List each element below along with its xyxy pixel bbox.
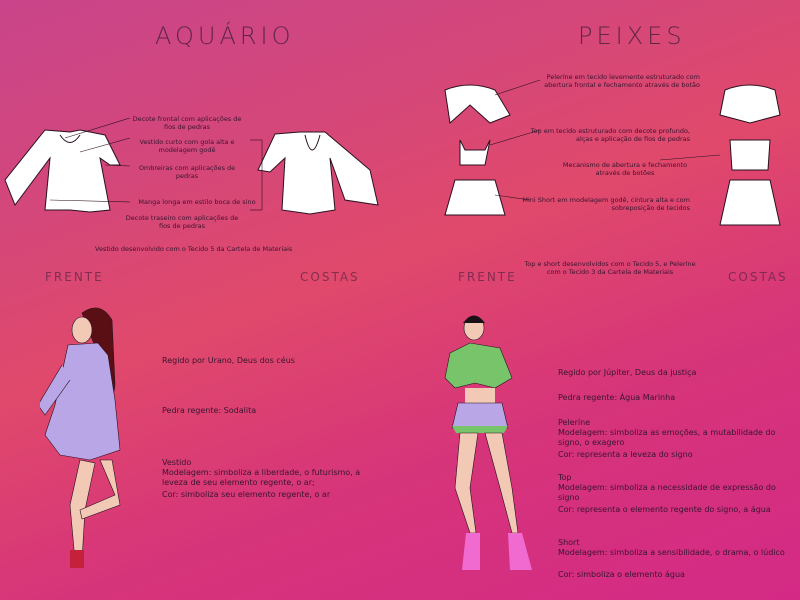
peixes-ruler: Regido por Júpiter, Deus da justiça [558, 368, 697, 377]
aquario-back-label: COSTAS [300, 270, 360, 284]
annotation-ombreiras: Ombreiras com aplicações de pedras [138, 164, 236, 180]
annotation-decote-frontal: Decote frontal com aplicações de fios de pedras [132, 115, 242, 131]
aquario-piece-line-2: Cor: simboliza seu elemento regente, o ar [162, 490, 331, 499]
peixes-section-top-line-1: Modelagem: simboliza a necessidade de expressão do signo [558, 483, 776, 502]
aquario-piece-title: Vestido [162, 458, 192, 467]
peixes-section-pelerine-title: Peleríne [558, 418, 591, 427]
annotation-top: Top em tecido estruturado com decote profundo, alças e aplicação de fios de pedras [530, 127, 690, 143]
peixes-section-short-line-2: Cor: simboliza o elemento água [558, 570, 685, 579]
title-peixes: PEIXES [578, 22, 686, 50]
annotation-mini-short: Mini Short em modelagem godê, cintura alta e com sobreposição de tecidos [522, 196, 690, 212]
peixes-front-label: FRENTE [458, 270, 517, 284]
annotation-decote-traseiro: Decote traseiro com aplicações de fios de pedras [125, 214, 239, 230]
peixes-section-pelerine-line-1: Modelagem: simboliza as emoções, a mutabilidade do signo, o exagero [558, 428, 776, 447]
peixes-figure [440, 308, 550, 583]
peixes-caption: Top e short desenvolvidos com o Tecido 5, e Peleríne com o Tecido 3 da Cartela de Materiais [524, 260, 696, 276]
aquario-ruler: Regido por Urano, Deus dos céus [162, 356, 295, 365]
peixes-section-top-title: Top [558, 473, 572, 482]
aquario-stone: Pedra regente: Sodalita [162, 406, 257, 415]
peixes-section-short-title: Short [558, 538, 580, 547]
aquario-caption: Vestido desenvolvido com o Tecido 5 da Cartela de Materiais [95, 245, 293, 253]
aquario-piece-line-1: Modelagem: simboliza a liberdade, o futurismo, a leveza de seu elemento regente, o ar; [162, 468, 361, 487]
annotation-mecanismo: Mecanismo de abertura e fechamento através de botões [562, 161, 688, 177]
title-aquario: AQUÁRIO [155, 22, 295, 50]
annotation-peleríne: Peleríne em tecido levemente estruturado com abertura frontal e fechamento através de botão [544, 73, 700, 89]
peixes-stone: Pedra regente: Água Marinha [558, 393, 676, 402]
annotation-manga-longa: Manga longa em estilo boca de sino [138, 198, 256, 206]
aquario-front-label: FRENTE [45, 270, 104, 284]
annotation-vestido-curto: Vestido curto com gola alta e modelagem godê [139, 138, 235, 154]
peixes-section-top-line-2: Cor: representa o elemento regente do signo, a água [558, 505, 771, 514]
peixes-back-label: COSTAS [728, 270, 788, 284]
aquario-figure [40, 305, 140, 575]
peixes-section-short-line-1: Modelagem: simboliza a sensibilidade, o drama, o lúdico [558, 548, 785, 557]
peixes-section-pelerine-line-2: Cor: representa a leveza do signo [558, 450, 693, 459]
